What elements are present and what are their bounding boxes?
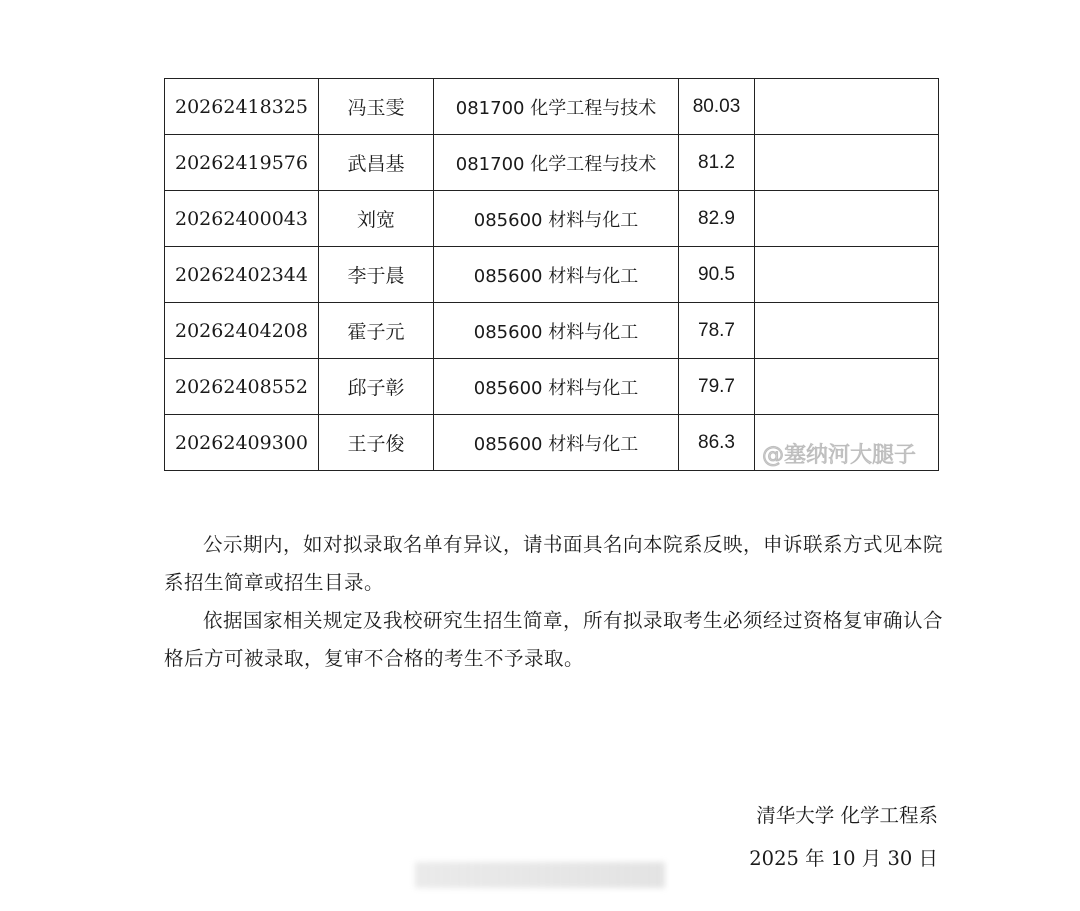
signature-date: 2025 年 10 月 30 日 [749, 847, 938, 870]
cell-name: 霍子元 [319, 303, 434, 359]
cell-remark [755, 79, 939, 135]
cell-student-id: 20262418325 [165, 79, 319, 135]
cell-student-id: 20262409300 [165, 415, 319, 471]
cell-score: 86.3 [679, 415, 755, 471]
cell-remark [755, 303, 939, 359]
cell-major: 081700 化学工程与技术 [434, 79, 679, 135]
cell-score: 78.7 [679, 303, 755, 359]
admission-table [164, 78, 939, 471]
blurred-watermark [415, 862, 665, 888]
table-row [165, 303, 939, 359]
cell-major: 085600 材料与化工 [434, 247, 679, 303]
paragraph-objection: 公示期内，如对拟录取名单有异议，请书面具名向本院系反映，申诉联系方式见本院系招生简章或招生目录。 [164, 533, 944, 594]
cell-student-id: 20262419576 [165, 135, 319, 191]
paragraph-review: 依据国家相关规定及我校研究生招生简章，所有拟录取考生必须经过资格复审确认合格后方可被录取，复审不合格的考生不予录取。 [164, 609, 944, 670]
cell-major: 085600 材料与化工 [434, 359, 679, 415]
table-row [165, 79, 939, 135]
cell-student-id: 20262404208 [165, 303, 319, 359]
cell-name: 邱子彰 [319, 359, 434, 415]
cell-score: 90.5 [679, 247, 755, 303]
cell-remark [755, 191, 939, 247]
cell-remark [755, 247, 939, 303]
cell-score: 79.7 [679, 359, 755, 415]
cell-major: 085600 材料与化工 [434, 191, 679, 247]
signature-org: 清华大学 化学工程系 [756, 804, 938, 827]
cell-name: 刘宽 [319, 191, 434, 247]
cell-remark [755, 135, 939, 191]
cell-score: 80.03 [679, 79, 755, 135]
cell-name: 王子俊 [319, 415, 434, 471]
cell-student-id: 20262402344 [165, 247, 319, 303]
cell-name: 武昌基 [319, 135, 434, 191]
cell-student-id: 20262408552 [165, 359, 319, 415]
cell-student-id: 20262400043 [165, 191, 319, 247]
table-row [165, 359, 939, 415]
watermark: @塞纳河大腿子 [762, 443, 917, 468]
cell-major: 085600 材料与化工 [434, 415, 679, 471]
cell-name: 冯玉雯 [319, 79, 434, 135]
cell-major: 085600 材料与化工 [434, 303, 679, 359]
cell-score: 82.9 [679, 191, 755, 247]
cell-major: 081700 化学工程与技术 [434, 135, 679, 191]
cell-remark [755, 359, 939, 415]
table-row [165, 135, 939, 191]
cell-name: 李于晨 [319, 247, 434, 303]
table-row [165, 191, 939, 247]
cell-score: 81.2 [679, 135, 755, 191]
table-row [165, 247, 939, 303]
